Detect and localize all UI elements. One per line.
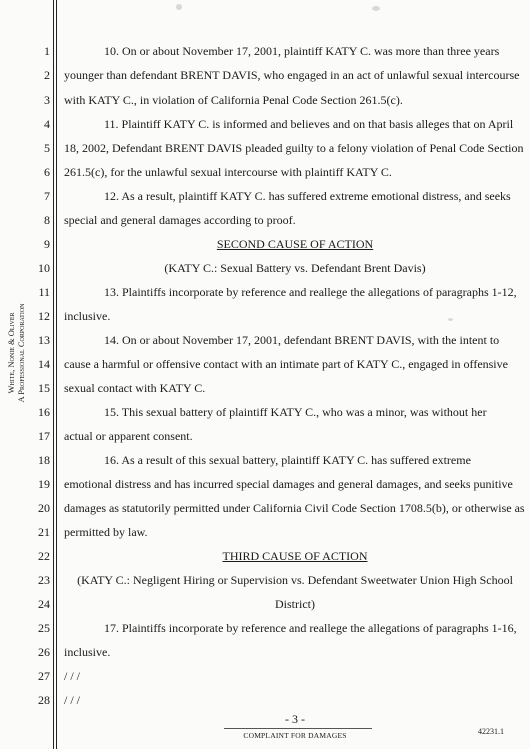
footer-page-number: - 3 - [285,712,305,726]
paragraph-15-line-1: 15. This sexual battery of plaintiff KATY C., who was a minor, was without her [104,405,487,419]
line-number: 22 [38,549,50,563]
left-margin-rule [53,0,54,749]
paragraph-17-line-2: inclusive. [64,645,111,659]
paragraph-16-line-4: permitted by law. [64,525,148,539]
paragraph-13-line-1: 13. Plaintiffs incorporate by reference and reallege the allegations of paragraphs 1-12, [104,285,517,299]
firm-name: White, Nonie & Oliver [6,312,16,394]
paragraph-11-line-3: 261.5(c), for the unlawful sexual intercourse with plaintiff KATY C. [64,165,392,179]
subheading-second-cause: (KATY C.: Sexual Battery vs. Defendant Brent Davis) [164,261,426,275]
line-number: 7 [44,189,50,203]
paragraph-14-line-1: 14. On or about November 17, 2001, defendant BRENT DAVIS, with the intent to [104,333,500,347]
line-number: 24 [38,597,50,611]
line-number: 12 [38,309,50,323]
scan-speck [176,4,182,10]
paragraph-10-line-1: 10. On or about November 17, 2001, plaintiff KATY C. was more than three years [104,44,500,58]
line-number: 5 [44,141,50,155]
line-number: 9 [44,237,50,251]
line-number: 11 [38,285,50,299]
subheading-third-cause-line-2: District) [275,597,315,611]
paragraph-16-line-3: damages as statutorily permitted under California Civil Code Section 1708.5(b), or otherwise as [64,501,525,515]
line-number: 18 [38,453,50,467]
heading-second-cause-text: SECOND CAUSE OF ACTION [216,237,374,251]
line-number: 13 [38,333,50,347]
line-number: 3 [44,93,50,107]
line-number: 10 [38,261,50,275]
paragraph-10-line-3: with KATY C., in violation of California Penal Code Section 261.5(c). [64,93,403,107]
line-number: 25 [38,621,50,635]
line-number: 4 [44,117,50,131]
line-number: 1 [44,44,50,58]
paragraph-10-line-2: younger than defendant BRENT DAVIS, who engaged in an act of unlawful sexual intercourse [64,68,520,82]
footer-title: COMPLAINT FOR DAMAGES [243,731,347,740]
firm-subtitle: A Professional Corporation [16,303,26,403]
line-number: 27 [38,669,50,683]
paragraph-11-line-1: 11. Plaintiff KATY C. is informed and believes and on that basis alleges that on April [104,117,514,131]
continuation-slashes: / / / [64,669,81,683]
line-number: 14 [38,357,50,371]
line-number: 17 [38,429,50,443]
paragraph-13-line-2: inclusive. [64,309,111,323]
line-number: 21 [38,525,50,539]
scan-speck [448,318,453,321]
paragraph-16-line-2: emotional distress and has incurred special damages and general damages, and seeks punitive [64,477,513,491]
footer-rule [224,728,372,729]
paragraph-14-line-3: sexual contact with KATY C. [64,381,206,395]
subheading-third-cause-line-1: (KATY C.: Negligent Hiring or Supervision vs. Defendant Sweetwater Union High School [77,573,513,587]
line-number: 19 [38,477,50,491]
paragraph-17-line-1: 17. Plaintiffs incorporate by reference and reallege the allegations of paragraphs 1-16, [104,621,517,635]
heading-third-cause [64,549,526,563]
line-number: 8 [44,213,50,227]
paragraph-15-line-2: actual or apparent consent. [64,429,193,443]
continuation-slashes: / / / [64,693,81,707]
paragraph-16-line-1: 16. As a result of this sexual battery, plaintiff KATY C. has suffered extreme [104,453,471,467]
line-number: 15 [38,381,50,395]
line-number: 20 [38,501,50,515]
heading-third-cause-text: THIRD CAUSE OF ACTION [222,549,368,563]
line-number: 26 [38,645,50,659]
left-margin-rule-inner [56,0,57,749]
heading-second-cause [64,237,526,251]
scan-speck [372,6,380,11]
paragraph-14-line-2: cause a harmful or offensive contact with an intimate part of KATY C., engaged in offensive [64,357,508,371]
line-number: 28 [38,693,50,707]
footer-doc-id: 42231.1 [478,727,504,736]
line-number: 16 [38,405,50,419]
line-number: 6 [44,165,50,179]
line-number: 23 [38,573,50,587]
paragraph-11-line-2: 18, 2002, Defendant BRENT DAVIS pleaded guilty to a felony violation of Penal Code Section [64,141,524,155]
paragraph-12-line-1: 12. As a result, plaintiff KATY C. has suffered extreme emotional distress, and seeks [104,189,511,203]
paragraph-12-line-2: special and general damages according to proof. [64,213,296,227]
line-number: 2 [44,68,50,82]
